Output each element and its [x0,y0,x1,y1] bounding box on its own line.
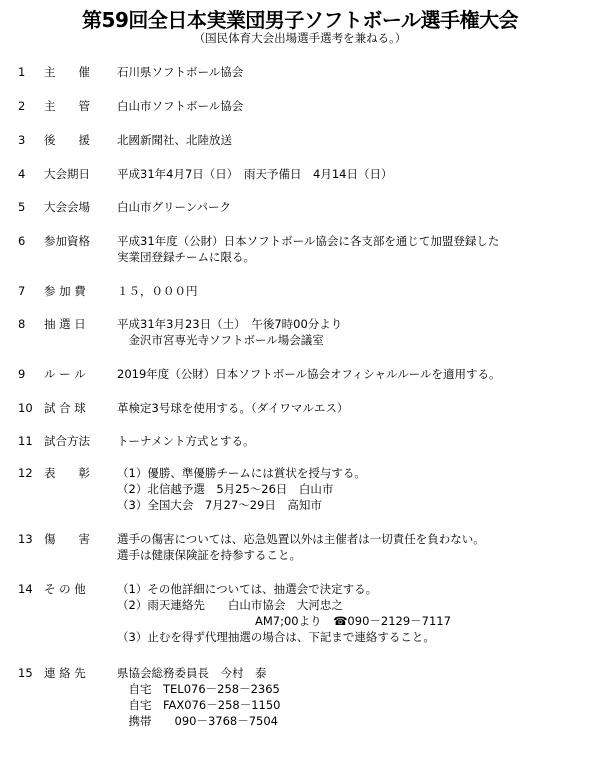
item-label: 後 援 [44,133,90,147]
item-content-line: 実業団登録チームに限る。 [117,250,255,264]
item-label: 参 加 費 [44,284,86,298]
item-number: 7 [18,284,26,298]
item-content-line: 平成31年度（公財）日本ソフトボール協会に各支部を通じて加盟登録した [117,234,500,248]
item-label: ル ー ル [44,367,86,381]
item-number: 6 [18,234,26,248]
item-label: 表 彰 [44,466,90,480]
item-number: 12 [18,466,33,480]
item-content-line: 2019年度（公財）日本ソフトボール協会オフィシャルルールを適用する。 [117,367,501,381]
item-content-line: 革検定3号球を使用する。（ダイワマルエス） [117,401,349,415]
item-content-line: （1）その他詳細については、抽選会で決定する。 [117,582,378,596]
item-content-line: 県協会総務委員長 今村 泰 [117,666,267,680]
item-content [117,400,348,416]
item-content-line: 携帯 090－3768－7504 [117,714,278,728]
item-number: 2 [18,99,26,113]
item-content [117,233,499,265]
item-content [117,366,501,382]
item-content [117,132,232,148]
item-content-line: （2）雨天連絡先 白山市協会 大河忠之 [117,598,343,612]
item-label: そ の 他 [44,582,86,596]
item-content-line: 選手の傷害については、応急処置以外は主催者は一切責任を負わない。 [117,532,485,546]
item-number: 14 [18,582,33,596]
item-number: 15 [18,666,33,680]
item-content [117,665,280,729]
item-number: 1 [18,65,26,79]
item-content-line: AM7;00より ☎090－2129－7117 [117,614,451,628]
item-label: 大会期日 [44,167,90,181]
item-content-line: （1）優勝、準優勝チームには賞状を授与する。 [117,466,366,480]
item-label: 主 管 [44,99,90,113]
item-content-line: （2）北信越予選 5月25〜26日 白山市 [117,482,334,496]
item-label: 抽 選 日 [44,317,86,331]
item-number: 5 [18,200,26,214]
item-content-line: 選手は健康保険証を持参すること。 [117,548,301,562]
item-content-line: 自宅 TEL076－258－2365 [117,682,280,696]
item-content-line: 自宅 FAX076－258－1150 [117,698,281,712]
item-content [117,166,392,182]
item-content-line: 白山市ソフトボール協会 [117,99,244,113]
item-number: 3 [18,133,26,147]
item-content [117,64,243,80]
item-content-line: 金沢市宮専光寺ソフトボール場会議室 [117,333,324,347]
item-label: 傷 害 [44,532,90,546]
item-content [117,581,451,645]
item-label: 大会会場 [44,200,90,214]
item-content [117,98,243,114]
item-label: 主 催 [44,65,90,79]
item-content-line: 北國新聞社、北陸放送 [117,133,232,147]
item-content [117,283,198,299]
item-content-line: １５，０００円 [117,284,198,298]
item-number: 13 [18,532,33,546]
document-title: 第59回全日本実業団男子ソフトボール選手権大会 [82,8,518,32]
item-content-line: 平成31年3月23日（土） 午後7時00分より [117,317,343,331]
item-label: 試合方法 [44,434,90,448]
item-content-line: トーナメント方式とする。 [117,434,255,448]
item-content-line: 平成31年4月7日（日） 雨天予備日 4月14日（日） [117,167,393,181]
item-number: 11 [18,434,33,448]
document-subtitle: （国民体育大会出場選手選考を兼ねる。） [193,31,407,45]
item-number: 4 [18,167,26,181]
item-number: 10 [18,401,33,415]
item-label: 参加資格 [44,234,90,248]
item-content-line: 白山市グリーンパーク [117,200,231,214]
item-content-line: （3）止むを得ず代理抽選の場合は、下記まで連絡すること。 [117,630,435,644]
item-content [117,199,231,215]
item-label: 連 絡 先 [44,666,86,680]
item-number: 8 [18,317,26,331]
item-label: 試 合 球 [44,401,86,415]
item-number: 9 [18,367,26,381]
item-content [117,531,485,563]
item-content [117,433,255,449]
item-content-line: （3）全国大会 7月27〜29日 高知市 [117,498,322,512]
item-content [117,316,342,348]
item-content-line: 石川県ソフトボール協会 [117,65,244,79]
item-content [117,465,366,513]
